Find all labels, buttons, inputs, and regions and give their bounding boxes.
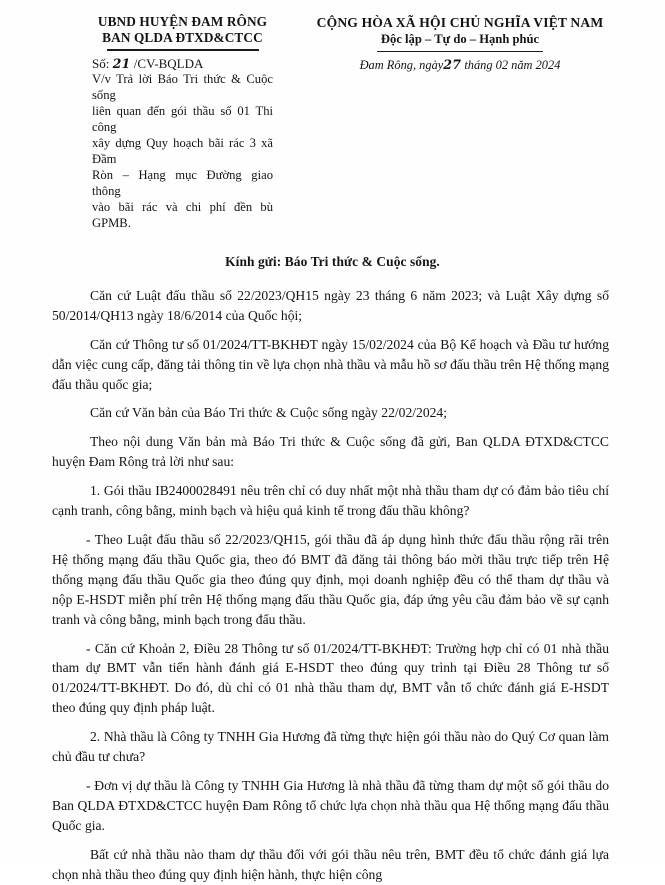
date-month-label: tháng (464, 58, 493, 73)
answer-1a-paragraph: - Theo Luật đấu thầu số 22/2023/QH15, gói thầu đã áp dụng hình thức đấu thầu rộng rãi trên Hệ thống mạng đấu thầu Quốc gia, theo đó BMT đã đăng tải thông báo mời thầu trực tiếp trên Hệ thống mạng đấu thầu Quốc gia theo đúng quy định, mọi doanh nghiệp đều có thể tham dự thầu và nộp E-HSDT miễn phí trên Hệ thống mạng đấu thầu Quốc gia, đáp ứng yêu cầu đảm bảo về sự cạnh tranh và công bằng, minh bạch trong đấu thầu. (52, 532, 609, 627)
national-title: CỘNG HÒA XÃ HỘI CHỦ NGHĨA VIỆT NAM (316, 15, 604, 30)
subject-line-2: liên quan đến gói thầu số 01 Thi công (92, 104, 273, 135)
document-header (0, 0, 665, 232)
body-paragraph: Căn cứ Thông tư số 01/2024/TT-BKHĐT ngày 15/02/2024 của Bộ Kế hoạch và Đầu tư hướng dẫn việc cung cấp, đăng tải thông tin về lựa chọn nhà thầu và mẫu hồ sơ đấu thầu trên Hệ thống mạng đấu thầu quốc gia; (52, 336, 609, 392)
recipient-line: Kính gửi: Báo Tri thức & Cuộc sống. (225, 253, 440, 269)
issue-place: Đam Rông, (359, 58, 417, 73)
subject-line-1: V/v Trả lời Báo Tri thức & Cuộc sống (92, 72, 273, 103)
subject-line-5: vào bãi rác và chi phí đền bù GPMB. (92, 199, 273, 230)
body-paragraph: Căn cứ Luật đấu thầu số 22/2023/QH15 ngày 23 tháng 6 năm 2023; và Luật Xây dựng số 50/2014/QH13 ngày 18/6/2014 của Quốc hội; (52, 287, 609, 323)
document-number-suffix: /CV-BQLDA (133, 55, 204, 71)
question-2-paragraph: 2. Nhà thầu là Công ty TNHH Gia Hương đã từng thực hiện gói thầu nào do Quý Cơ quan làm chủ đầu tư chưa? (52, 729, 609, 765)
subject-line-3: xây dựng Quy hoạch bãi rác 3 xã Đầm (92, 136, 273, 167)
organization-line-1: UBND HUYỆN ĐAM RÔNG (97, 14, 268, 29)
document-body (0, 286, 665, 885)
subject-line-4: Ròn – Hạng mục Đường giao thông (92, 168, 273, 198)
place-and-date-line (273, 57, 647, 73)
organization-line-2: BAN QLDA ĐTXD&CTCC (102, 30, 263, 46)
national-motto: Độc lập – Tự do – Hạnh phúc (380, 31, 540, 46)
document-number-label: Số: (92, 55, 110, 71)
body-paragraph: Căn cứ Văn bản của Báo Tri thức & Cuộc sống ngày 22/02/2024; (90, 405, 448, 421)
date-prefix: ngày (419, 58, 444, 73)
issuing-organization-block (18, 14, 273, 232)
national-heading-block (273, 14, 647, 74)
document-number-line (92, 55, 273, 73)
body-paragraph: Theo nội dung Văn bản mà Báo Tri thức & Cuộc sống đã gửi, Ban QLDA ĐTXD&CTCC huyện Đam Rông trả lời như sau: (52, 434, 609, 470)
question-1-paragraph: 1. Gói thầu IB2400028491 nêu trên chỉ có duy nhất một nhà thầu tham dự có đảm bảo tiêu chí cạnh tranh, công bằng, minh bạch và hiệu quả kinh tế trong đấu thầu không? (52, 483, 609, 519)
date-year: 2024 (535, 58, 561, 73)
document-number-handwritten: 21 (112, 55, 131, 71)
closing-paragraph: Bất cứ nhà thầu nào tham dự thầu đối với gói thầu nêu trên, BMT đều tổ chức đánh giá lựa chọn nhà thầu theo đúng quy định hiện hành, thực hiện công (52, 846, 609, 882)
date-month: 02 (495, 58, 509, 73)
date-day-handwritten: 27 (443, 57, 462, 73)
answer-2-paragraph: - Đơn vị dự thầu là Công ty TNHH Gia Hương là nhà thầu đã từng tham dự một số gói thầu do Ban QLDA ĐTXD&CTCC huyện Đam Rông tổ chức lựa chọn nhà thầu qua Hệ thống mạng đấu thầu Quốc gia. (52, 777, 609, 833)
answer-1b-paragraph: - Căn cứ Khoản 2, Điều 28 Thông tư số 01/2024/TT-BKHĐT: Trường hợp chỉ có 01 nhà thầu tham dự BMT vẫn tiến hành đánh giá E-HSDT theo đúng quy trình tại Điều 28 Thông tư số 01/2024/TT-BKHĐT. Do đó, dù chỉ có 01 nhà thầu tham dự, BMT vẫn tổ chức đánh giá E-HSDT theo đúng quy định pháp luật. (52, 640, 609, 716)
motto-underline (377, 51, 543, 53)
subject-block (92, 72, 273, 232)
organization-underline (107, 49, 259, 51)
date-year-label: năm (511, 58, 533, 73)
